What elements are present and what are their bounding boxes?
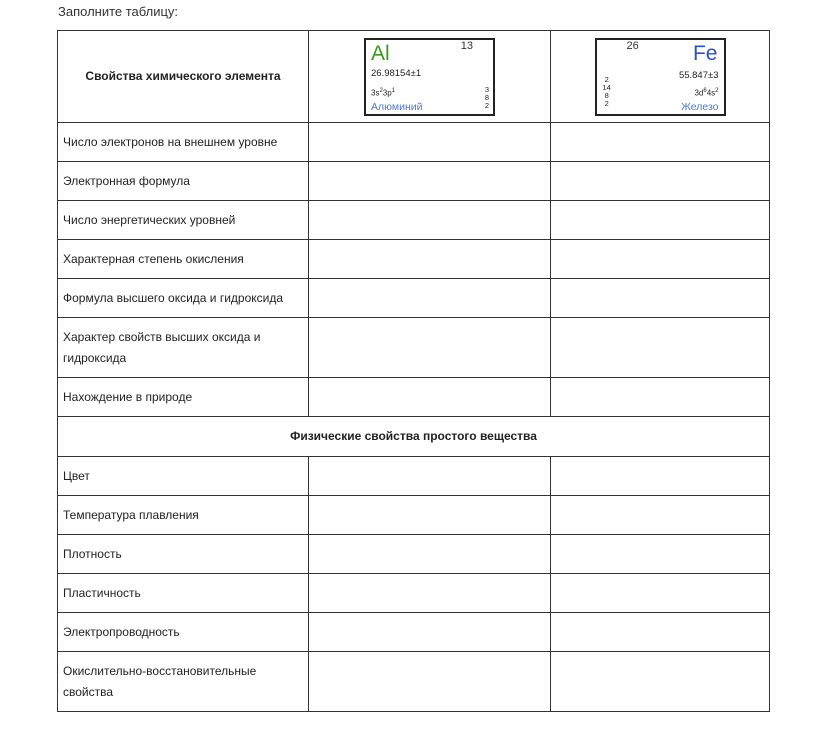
row-label: Характер свойств высших оксида и гидроксида [58, 318, 309, 378]
electron-config: $3s^23p^1$ [371, 87, 396, 98]
answer-cell-fe[interactable] [551, 652, 770, 712]
atomic-mass: 55.847±3 [678, 69, 719, 81]
element-card-al [364, 38, 495, 116]
answer-cell-al[interactable] [309, 123, 551, 162]
element-symbol: Fe [692, 41, 718, 65]
answer-cell-fe[interactable] [551, 535, 770, 574]
answer-cell-fe[interactable] [551, 162, 770, 201]
table-row [58, 123, 770, 162]
table-row [58, 240, 770, 279]
section-row [58, 417, 770, 457]
electron-config: $3d^64s^2$ [694, 87, 719, 98]
row-label: Характерная степень окисления [58, 240, 309, 279]
answer-cell-al[interactable] [309, 318, 551, 378]
answer-cell-fe[interactable] [551, 240, 770, 279]
table-row [58, 201, 770, 240]
row-label: Цвет [58, 457, 309, 496]
answer-cell-al[interactable] [309, 201, 551, 240]
answer-cell-al[interactable] [309, 652, 551, 712]
atomic-number: 13 [460, 39, 473, 52]
table-row [58, 652, 770, 712]
element-symbol: Al [371, 41, 390, 65]
header-row [58, 31, 770, 123]
section-title: Физические свойства простого вещества [58, 417, 770, 457]
row-label: Нахождение в природе [58, 378, 309, 417]
header-label: Свойства химического элемента [58, 31, 309, 123]
answer-cell-fe[interactable] [551, 613, 770, 652]
row-label: Электронная формула [58, 162, 309, 201]
electron-shells: 2 14 8 2 [602, 74, 611, 108]
answer-cell-al[interactable] [309, 457, 551, 496]
table-row [58, 613, 770, 652]
answer-cell-al[interactable] [309, 162, 551, 201]
table-row [58, 378, 770, 417]
row-label: Число электронов на внешнем уровне [58, 123, 309, 162]
row-label: Плотность [58, 535, 309, 574]
answer-cell-al[interactable] [309, 535, 551, 574]
row-label: Окислительно-восстановительные свойства [58, 652, 309, 712]
atomic-number: 26 [626, 39, 639, 52]
table-row [58, 496, 770, 535]
table-row [58, 318, 770, 378]
answer-cell-al[interactable] [309, 279, 551, 318]
atomic-mass: 26.98154±1 [371, 67, 422, 79]
answer-cell-fe[interactable] [551, 496, 770, 535]
answer-cell-fe[interactable] [551, 279, 770, 318]
row-label: Электропроводность [58, 613, 309, 652]
element-name: Алюминий [371, 100, 423, 113]
answer-cell-al[interactable] [309, 613, 551, 652]
element-card-fe [595, 38, 726, 116]
answer-cell-fe[interactable] [551, 574, 770, 613]
table-row [58, 457, 770, 496]
instruction-text: Заполните таблицу: [58, 4, 179, 19]
row-label: Формула высшего оксида и гидроксида [58, 279, 309, 318]
table-row [58, 535, 770, 574]
answer-cell-fe[interactable] [551, 378, 770, 417]
answer-cell-al[interactable] [309, 496, 551, 535]
answer-cell-al[interactable] [309, 240, 551, 279]
properties-table [57, 30, 770, 712]
element-name: Железо [681, 100, 719, 113]
table-row [58, 574, 770, 613]
row-label: Температура плавления [58, 496, 309, 535]
answer-cell-fe[interactable] [551, 318, 770, 378]
answer-cell-fe[interactable] [551, 201, 770, 240]
table-row [58, 279, 770, 318]
electron-shells: 3 8 2 [484, 84, 489, 110]
row-label: Пластичность [58, 574, 309, 613]
answer-cell-fe[interactable] [551, 457, 770, 496]
element-card-cell-al [309, 31, 551, 123]
answer-cell-al[interactable] [309, 574, 551, 613]
answer-cell-al[interactable] [309, 378, 551, 417]
table-row [58, 162, 770, 201]
answer-cell-fe[interactable] [551, 123, 770, 162]
element-card-cell-fe [551, 31, 770, 123]
row-label: Число энергетических уровней [58, 201, 309, 240]
